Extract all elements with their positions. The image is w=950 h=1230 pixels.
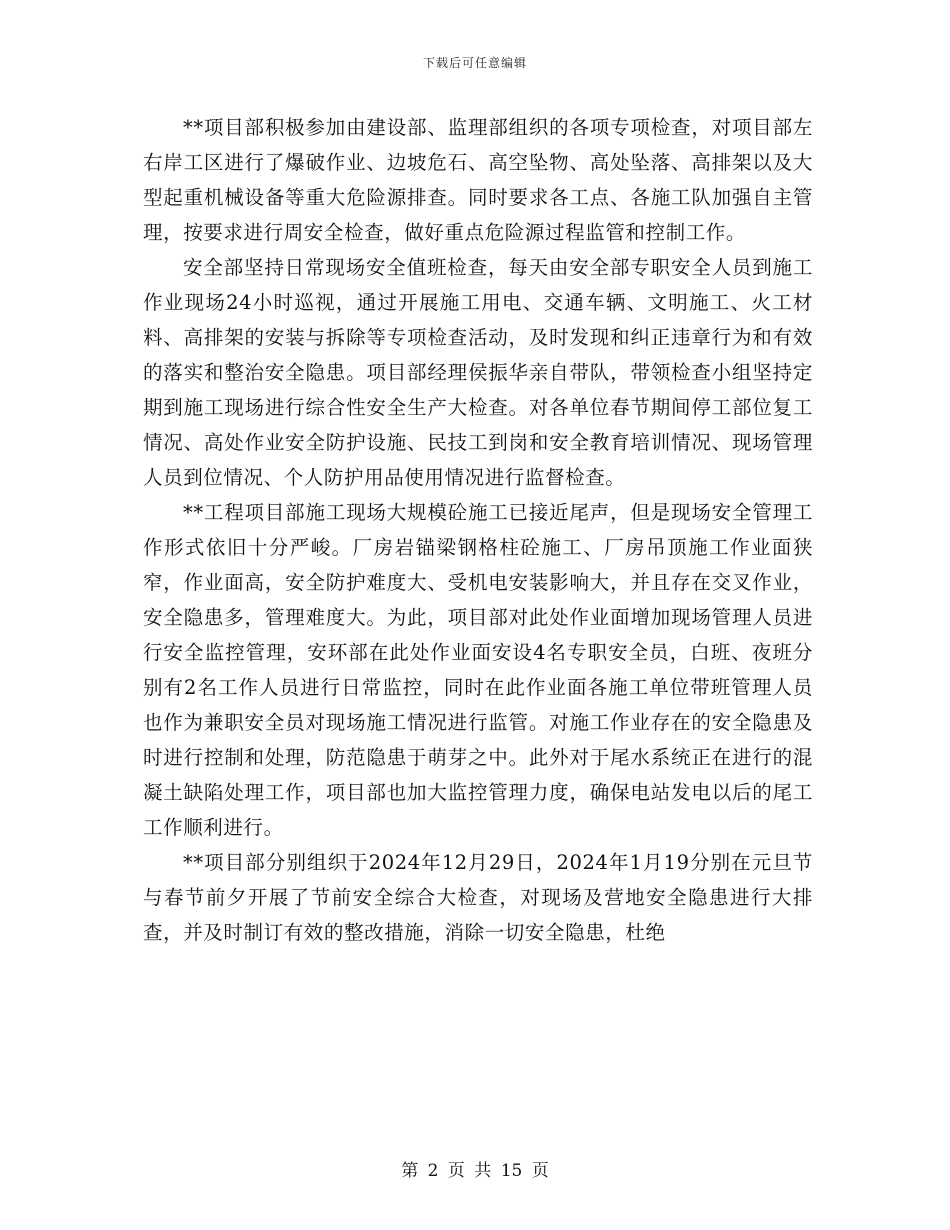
paragraph-1: **项目部积极参加由建设部、监理部组织的各项专项检查，对项目部左右岸工区进行了爆破作业、边坡危石、高空坠物、高处坠落、高排架以及大型起重机械设备等重大危险源排查。同时要求各工点、各施工队加强自主管理，按要求进行周安全检查，做好重点危险源过程监管和控制工作。 [143,116,813,244]
page-number-footer: 第 2 页 共 15 页 [401,1161,549,1181]
paragraph-2: 安全部坚持日常现场安全值班检查，每天由安全部专职安全人员到施工作业现场24小时巡视，通过开展施工用电、交通车辆、文明施工、火工材料、高排架的安装与拆除等专项检查活动，及时发现和纠正违章行为和有效的落实和整治安全隐患。项目部经理侯振华亲自带队，带领检查小组坚持定期到施工现场进行综合性安全生产大检查。对各单位春节期间停工部位复工情况、高处作业安全防护设施、民技工到岗和安全教育培训情况、现场管理人员到位情况、个人防护用品使用情况进行监督检查。 [143,256,813,489]
page-header: 下载后可任意编辑 [422,56,527,70]
document-body [143,110,813,950]
paragraph-3: **工程项目部施工现场大规模砼施工已接近尾声，但是现场安全管理工作形式依旧十分严峻。厂房岩锚梁钢格柱砼施工、厂房吊顶施工作业面狭窄，作业面高，安全防护难度大、受机电安装影响大，并且存在交叉作业，安全隐患多，管理难度大。为此，项目部对此处作业面增加现场管理人员进行安全监控管理，安环部在此处作业面安设4名专职安全员，白班、夜班分别有2名工作人员进行日常监控，同时在此作业面各施工单位带班管理人员也作为兼职安全员对现场施工情况进行监管。对施工作业存在的安全隐患及时进行控制和处理，防范隐患于萌芽之中。此外对于尾水系统正在进行的混凝土缺陷处理工作，项目部也加大监控管理力度，确保电站发电以后的尾工工作顺利进行。 [143,501,813,839]
paragraph-4: **项目部分别组织于2024年12月29日，2024年1月19分别在元旦节与春节前夕开展了节前安全综合大检查，对现场及营地安全隐患进行大排查，并及时制订有效的整改措施，消除一切安全隐患，杜绝 [143,851,813,944]
